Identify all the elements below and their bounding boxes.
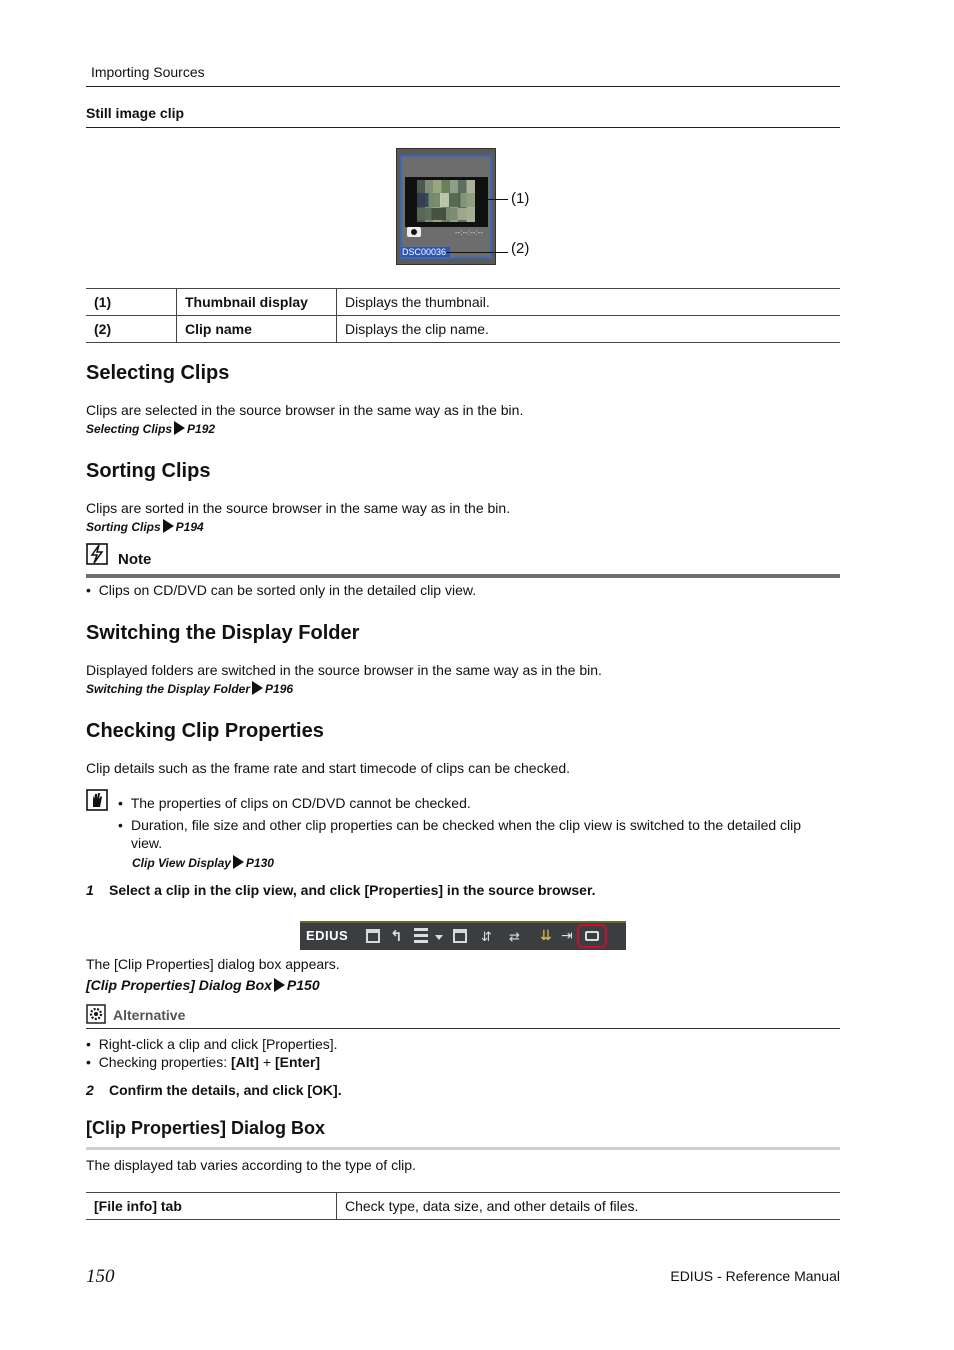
- arrow-right-icon: [174, 421, 185, 435]
- dialog-cross-reference[interactable]: [86, 977, 320, 993]
- step-2-text: Confirm the details, and click [OK].: [109, 1082, 342, 1098]
- row-number: (2): [86, 316, 177, 343]
- note-rule: [86, 574, 840, 578]
- dialog-title-rule: [86, 1147, 840, 1150]
- section-title-checking: Checking Clip Properties: [86, 720, 324, 742]
- section-title-switching: Switching the Display Folder: [86, 622, 360, 644]
- add-to-bin-icon[interactable]: ⇵: [481, 929, 492, 944]
- thumbnail-image: [405, 177, 488, 227]
- callout-label-1: (1): [511, 190, 530, 207]
- thumbnail-clip-name: DSC00036: [401, 247, 450, 257]
- xref-label: Sorting Clips: [86, 520, 161, 534]
- row-description: Displays the thumbnail.: [337, 289, 841, 316]
- sorting-text: Clips are sorted in the source browser in the same way as in the bin.: [86, 500, 511, 516]
- tab-description: Check type, data size, and other details of files.: [337, 1193, 841, 1220]
- view-list-icon[interactable]: [414, 928, 428, 944]
- source-browser-toolbar: [300, 921, 626, 950]
- running-header: Importing Sources: [91, 64, 205, 80]
- properties-icon: [585, 931, 599, 941]
- note-label: Note: [118, 551, 152, 568]
- subhead-rule: [86, 127, 840, 128]
- xref-page: P196: [265, 682, 294, 696]
- manual-title: EDIUS - Reference Manual: [670, 1268, 840, 1284]
- arrow-right-icon: [163, 519, 174, 533]
- alternative-label: Alternative: [113, 1007, 186, 1023]
- row-name: Clip name: [177, 316, 337, 343]
- selecting-text: Clips are selected in the source browser in the same way as in the bin.: [86, 402, 524, 418]
- step-1-number: 1: [86, 882, 94, 898]
- step-2-number: 2: [86, 1082, 94, 1098]
- dialog-tabs-table: [86, 1192, 840, 1220]
- table-row: [86, 289, 840, 316]
- xref-page: P192: [187, 422, 216, 436]
- table-row: [86, 1193, 840, 1220]
- switching-text: Displayed folders are switched in the source browser in the same way as in the bin.: [86, 662, 602, 678]
- arrow-right-icon: [252, 681, 263, 695]
- alternative-rule: [86, 1028, 840, 1029]
- transfer-icon[interactable]: ⇄: [509, 929, 520, 944]
- camera-icon: [407, 227, 421, 237]
- insert-timeline-icon[interactable]: ⇊: [540, 927, 552, 943]
- memo-item-1: • The properties of clips on CD/DVD cannot be checked.: [118, 795, 471, 811]
- xref-label: Selecting Clips: [86, 422, 173, 436]
- row-description: Displays the clip name.: [337, 316, 841, 343]
- switching-cross-reference[interactable]: [86, 681, 293, 696]
- alternative-gear-icon: [86, 1004, 106, 1024]
- tab-name: [File info] tab: [86, 1193, 337, 1220]
- thumbnail-timecode: --:--:--:--: [455, 228, 483, 237]
- xref-label: [Clip Properties] Dialog Box: [86, 977, 272, 993]
- row-number: (1): [86, 289, 177, 316]
- memo-cross-reference[interactable]: [132, 855, 274, 870]
- section-title-selecting: Selecting Clips: [86, 362, 230, 384]
- properties-button[interactable]: [577, 924, 607, 948]
- memo-item-2: • Duration, file size and other clip properties can be checked when the clip view is switched to the detailed clip view.: [118, 817, 802, 851]
- edius-logo: EDIUS: [306, 928, 349, 943]
- dialog-section-title: [Clip Properties] Dialog Box: [86, 1118, 326, 1138]
- arrow-right-icon: [233, 855, 244, 869]
- note-icon: [86, 543, 108, 565]
- arrow-right-icon: [274, 978, 285, 992]
- callout-line-1: [476, 199, 508, 200]
- memo-hand-icon: [86, 789, 108, 811]
- xref-page: P194: [175, 520, 204, 534]
- overwrite-timeline-icon[interactable]: ⇥: [561, 927, 573, 943]
- dialog-text: The displayed tab varies according to the type of clip.: [86, 1157, 416, 1173]
- still-image-parts-table: [86, 288, 840, 343]
- page-number: 150: [86, 1266, 115, 1287]
- window-icon[interactable]: [453, 929, 467, 943]
- xref-label: Switching the Display Folder: [86, 682, 251, 696]
- still-image-heading: Still image clip: [86, 105, 185, 121]
- xref-page: P150: [286, 977, 320, 993]
- xref-page: P130: [245, 856, 274, 870]
- note-item: • Clips on CD/DVD can be sorted only in the detailed clip view.: [86, 582, 477, 598]
- callout-line-2: [446, 252, 508, 253]
- xref-label: Clip View Display: [132, 856, 231, 870]
- checking-text: Clip details such as the frame rate and start timecode of clips can be checked.: [86, 760, 571, 776]
- sorting-cross-reference[interactable]: [86, 519, 204, 534]
- table-row: [86, 316, 840, 343]
- dialog-appears-text: The [Clip Properties] dialog box appears.: [86, 956, 340, 972]
- folder-icon[interactable]: [366, 929, 380, 943]
- header-rule: [86, 86, 840, 87]
- step-1-text: Select a clip in the clip view, and click [Properties] in the source browser.: [109, 882, 596, 898]
- chevron-down-icon[interactable]: [435, 935, 443, 940]
- still-clip-thumbnail-figure: [396, 148, 496, 265]
- selecting-cross-reference[interactable]: [86, 421, 215, 436]
- row-name: Thumbnail display: [177, 289, 337, 316]
- section-title-sorting: Sorting Clips: [86, 460, 211, 482]
- alternative-item-1: • Right-click a clip and click [Properties].: [86, 1036, 338, 1052]
- alternative-item-2: • Checking properties: [Alt] + [Enter]: [86, 1054, 321, 1070]
- up-folder-icon[interactable]: ↰: [390, 928, 403, 945]
- callout-label-2: (2): [511, 240, 530, 257]
